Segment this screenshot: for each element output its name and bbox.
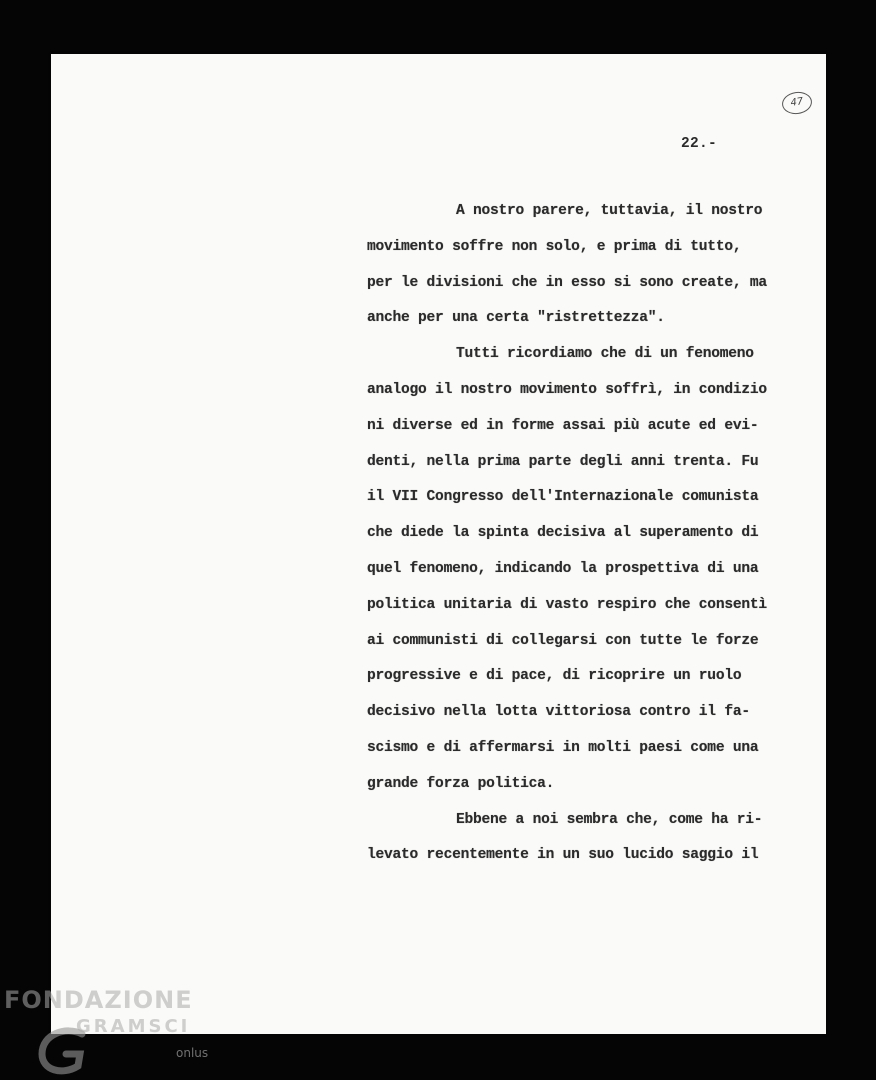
watermark-line2: GRAMSCI (76, 1016, 191, 1037)
text-line: A nostro parere, tuttavia, il nostro (456, 203, 763, 219)
text-line: progressive e di pace, di ricoprire un ruolo (367, 668, 742, 685)
text-line: Ebbene a noi sembra che, come ha ri- (456, 811, 763, 828)
watermark-line1: FONDAZIONE (4, 986, 193, 1014)
text-line: anche per una certa "ristrettezza". (367, 310, 665, 327)
text-line: grande forza politica. (367, 775, 555, 792)
text-line: ai communisti di collegarsi con tutte le forze (367, 632, 759, 649)
watermark-suffix: onlus (176, 1046, 209, 1060)
text-line: ni diverse ed in forme assai più acute ed evi- (367, 417, 759, 434)
text-line: denti, nella prima parte degli anni trenta. Fu (367, 453, 759, 470)
text-line: che diede la spinta decisiva al superamento di (367, 525, 759, 542)
fondazione-gramsci-watermark (0, 980, 240, 1080)
text-line: levato recentemente in un suo lucido saggio il (367, 847, 759, 864)
text-line: analogo il nostro movimento soffrì, in condizio (367, 381, 767, 398)
text-line: Tutti ricordiamo che di un fenomeno (456, 346, 754, 363)
text-line: scismo e di affermarsi in molti paesi come una (367, 739, 759, 756)
document-page (51, 54, 826, 1034)
typed-text-body (367, 194, 807, 874)
text-line: il VII Congresso dell'Internazionale comunista (367, 489, 759, 506)
text-line: movimento soffre non solo, e prima di tutto, (367, 238, 742, 255)
text-line: decisivo nella lotta vittoriosa contro il fa- (367, 704, 750, 721)
text-line: quel fenomeno, indicando la prospettiva di una (367, 560, 759, 577)
page-number: 22.- (681, 136, 718, 152)
folio-number-stamp: 47 (781, 90, 814, 116)
text-line: per le divisioni che in esso si sono create, ma (367, 274, 767, 291)
text-line: politica unitaria di vasto respiro che consentì (367, 596, 767, 613)
